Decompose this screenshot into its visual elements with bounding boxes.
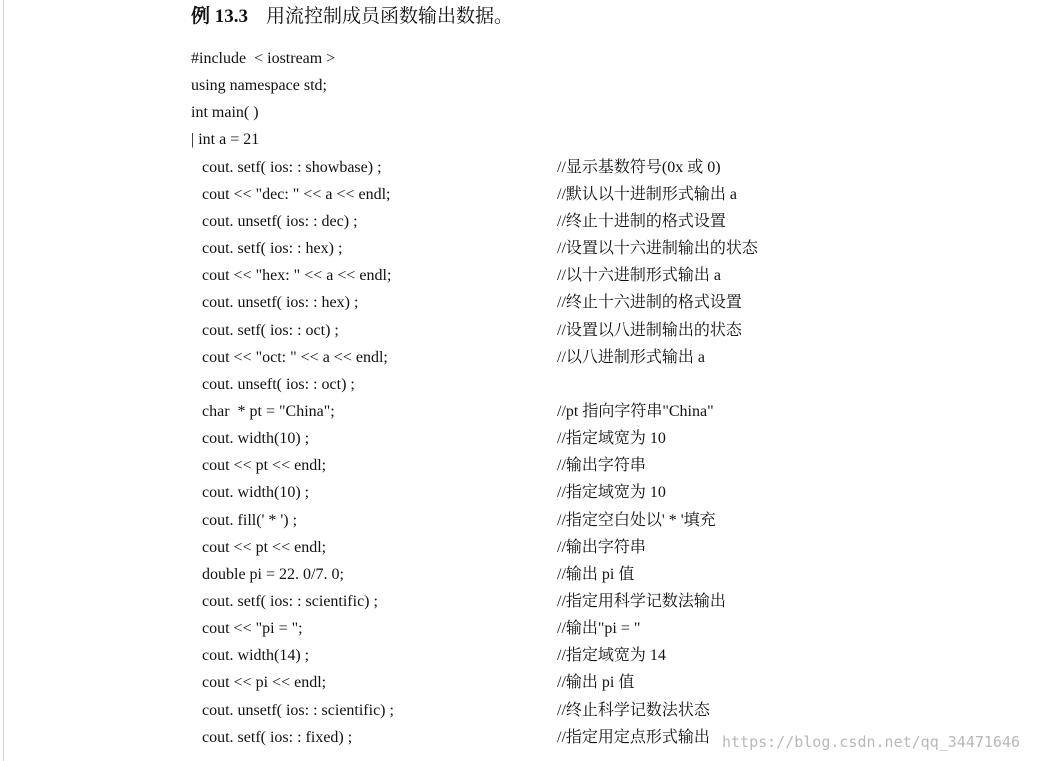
code-comment: //设置以八进制输出的状态 (557, 322, 742, 339)
code-line: cout << "hex: " << a << endl; (202, 267, 392, 284)
code-line: cout. setf( ios: : hex) ; (202, 240, 343, 257)
code-line: cout. setf( ios: : oct) ; (202, 322, 339, 339)
code-comment: //pt 指向字符串"China" (557, 403, 714, 420)
code-comment: //默认以十进制形式输出 a (557, 186, 737, 203)
code-comment: //输出字符串 (557, 457, 646, 474)
code-line: cout << pt << endl; (202, 457, 327, 474)
code-line: double pi = 22. 0/7. 0; (202, 566, 344, 583)
code-comment: //输出字符串 (557, 539, 646, 556)
example-number: 例 13.3 (191, 6, 249, 27)
code-comment: //指定域宽为 14 (557, 647, 666, 664)
code-line: char * pt = "China"; (202, 403, 335, 420)
code-comment: //指定用定点形式输出 (557, 729, 710, 746)
code-line: cout. setf( ios: : fixed) ; (202, 729, 353, 746)
code-comment: //输出 pi 值 (557, 566, 635, 583)
code-comment: //终止科学记数法状态 (557, 702, 710, 719)
code-line: cout. width(14) ; (202, 647, 310, 664)
code-line: #include < iostream > (191, 50, 336, 67)
code-comment: //以十六进制形式输出 a (557, 267, 721, 284)
code-comment: //以八进制形式输出 a (557, 349, 705, 366)
code-comment: //指定域宽为 10 (557, 484, 666, 501)
code-comment: //终止十进制的格式设置 (557, 213, 726, 230)
code-comment: //终止十六进制的格式设置 (557, 294, 742, 311)
code-comment: //设置以十六进制输出的状态 (557, 240, 758, 257)
code-line: int main( ) (191, 104, 259, 121)
code-comment: //指定空白处以' * '填充 (557, 512, 716, 529)
code-line: cout << pi << endl; (202, 674, 327, 691)
code-comment: //指定用科学记数法输出 (557, 593, 726, 610)
code-line: cout << "pi = "; (202, 620, 303, 637)
code-line: cout << "oct: " << a << endl; (202, 349, 388, 366)
code-line: cout. setf( ios: : scientific) ; (202, 593, 378, 610)
code-comment: //指定域宽为 10 (557, 430, 666, 447)
code-comment: //显示基数符号(0x 或 0) (557, 159, 721, 176)
code-comment: //输出 pi 值 (557, 674, 635, 691)
code-comment: //输出"pi = " (557, 620, 641, 637)
code-line: cout. width(10) ; (202, 430, 310, 447)
code-line: cout. unseft( ios: : oct) ; (202, 376, 355, 393)
code-line: cout. unsetf( ios: : hex) ; (202, 294, 359, 311)
code-line: cout. width(10) ; (202, 484, 310, 501)
example-title: 用流控制成员函数输出数据。 (266, 6, 514, 27)
code-line: cout. setf( ios: : showbase) ; (202, 159, 382, 176)
code-line: using namespace std; (191, 77, 327, 94)
watermark-url: https://blog.csdn.net/qq_34471646 (722, 733, 1021, 751)
code-line: cout. fill(' * ') ; (202, 512, 298, 529)
code-line: cout. unsetf( ios: : dec) ; (202, 213, 358, 230)
code-line: cout << "dec: " << a << endl; (202, 186, 391, 203)
code-line: cout. unsetf( ios: : scientific) ; (202, 702, 394, 719)
code-line: cout << pt << endl; (202, 539, 327, 556)
code-line: | int a = 21 (191, 131, 260, 148)
